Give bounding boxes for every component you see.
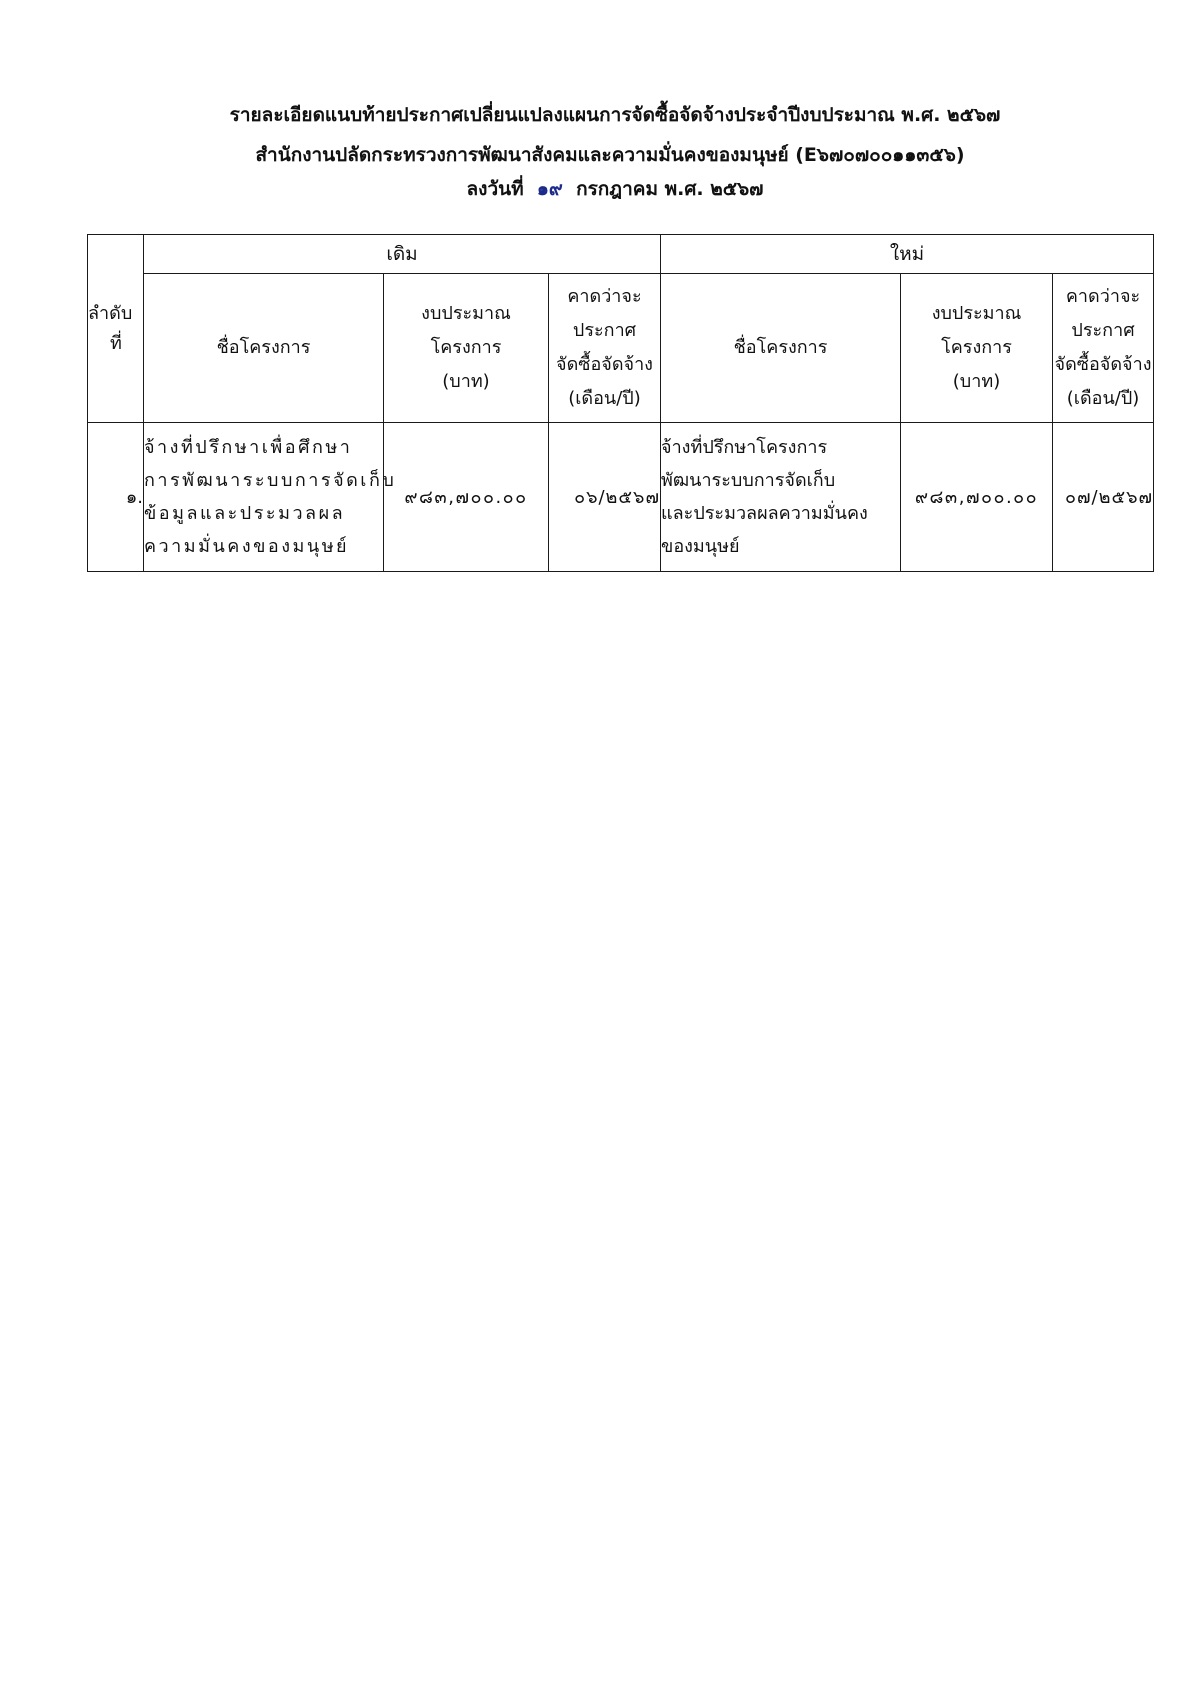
- new-month-header: [1053, 274, 1154, 423]
- month-header-line1: คาดว่าจะ: [567, 286, 642, 307]
- sequence-header: [88, 235, 144, 423]
- budget-header-line1: งบประมาณ: [421, 303, 511, 324]
- budget-header-line2: โครงการ: [430, 337, 502, 358]
- new-budget: ๙๘๓,๗๐๐.๐๐: [901, 423, 1053, 572]
- original-group-header: เดิม: [144, 235, 661, 274]
- month-header-line4: (เดือน/ปี): [1066, 388, 1140, 409]
- sequence-header-line1: ลำดับ: [88, 302, 133, 324]
- original-name-line: ข้อมูลและประมวลผล: [144, 503, 346, 524]
- row-sequence: ๑.: [88, 423, 144, 572]
- new-budget-header: [901, 274, 1053, 423]
- sequence-header-line2: ที่: [110, 332, 122, 354]
- budget-header-line2: โครงการ: [941, 337, 1012, 358]
- new-project-name: [661, 423, 901, 572]
- new-name-line: พัฒนาระบบการจัดเก็บ: [661, 470, 836, 491]
- new-name-line: ของมนุษย์: [661, 536, 740, 557]
- procurement-change-table: [87, 234, 1154, 572]
- date-month-year: กรกฎาคม พ.ศ. ๒๕๖๗: [576, 178, 764, 200]
- original-budget-header: [384, 274, 549, 423]
- table-row: [88, 423, 1154, 572]
- original-name-line: จ้างที่ปรึกษาเพื่อศึกษา: [144, 437, 353, 458]
- original-month-header: [549, 274, 661, 423]
- month-header-line3: จัดซื้อจัดจ้าง: [1054, 354, 1152, 375]
- month-header-line3: จัดซื้อจัดจ้าง: [556, 354, 653, 375]
- new-project-name-header: ชื่อโครงการ: [661, 274, 901, 423]
- month-header-line4: (เดือน/ปี): [568, 388, 641, 409]
- document-title: รายละเอียดแนบท้ายประกาศเปลี่ยนแปลงแผนการจัดซื้อจัดจ้างประจำปีงบประมาณ พ.ศ. ๒๕๖๗: [229, 104, 1001, 126]
- original-budget: ๙๘๓,๗๐๐.๐๐: [384, 423, 549, 572]
- budget-header-line3: (บาท): [952, 371, 1001, 392]
- budget-header-line3: (บาท): [442, 371, 490, 392]
- date-day: ๑๙: [536, 178, 563, 200]
- date-line: [20, 174, 1190, 204]
- month-header-line1: คาดว่าจะ: [1065, 286, 1141, 307]
- new-name-line: และประมวลผลความมั่นคง: [661, 503, 868, 524]
- original-name-line: ความมั่นคงของมนุษย์: [144, 536, 350, 557]
- month-header-line2: ประกาศ: [572, 320, 637, 341]
- budget-header-line1: งบประมาณ: [931, 303, 1022, 324]
- agency-line: สำนักงานปลัดกระทรวงการพัฒนาสังคมและความมั่นคงของมนุษย์ (E๖๗๐๗๐๐๑๑๓๕๖): [255, 144, 965, 166]
- new-group-header: ใหม่: [661, 235, 1154, 274]
- original-month: ๐๖/๒๕๖๗: [549, 423, 661, 572]
- month-header-line2: ประกาศ: [1071, 320, 1135, 341]
- original-project-name-header: ชื่อโครงการ: [144, 274, 384, 423]
- new-month: ๐๗/๒๕๖๗: [1053, 423, 1154, 572]
- original-name-line: การพัฒนาระบบการจัดเก็บ: [144, 470, 397, 491]
- date-prefix: ลงวันที่: [466, 178, 524, 200]
- new-name-line: จ้างที่ปรึกษาโครงการ: [661, 437, 828, 458]
- original-project-name: [144, 423, 397, 572]
